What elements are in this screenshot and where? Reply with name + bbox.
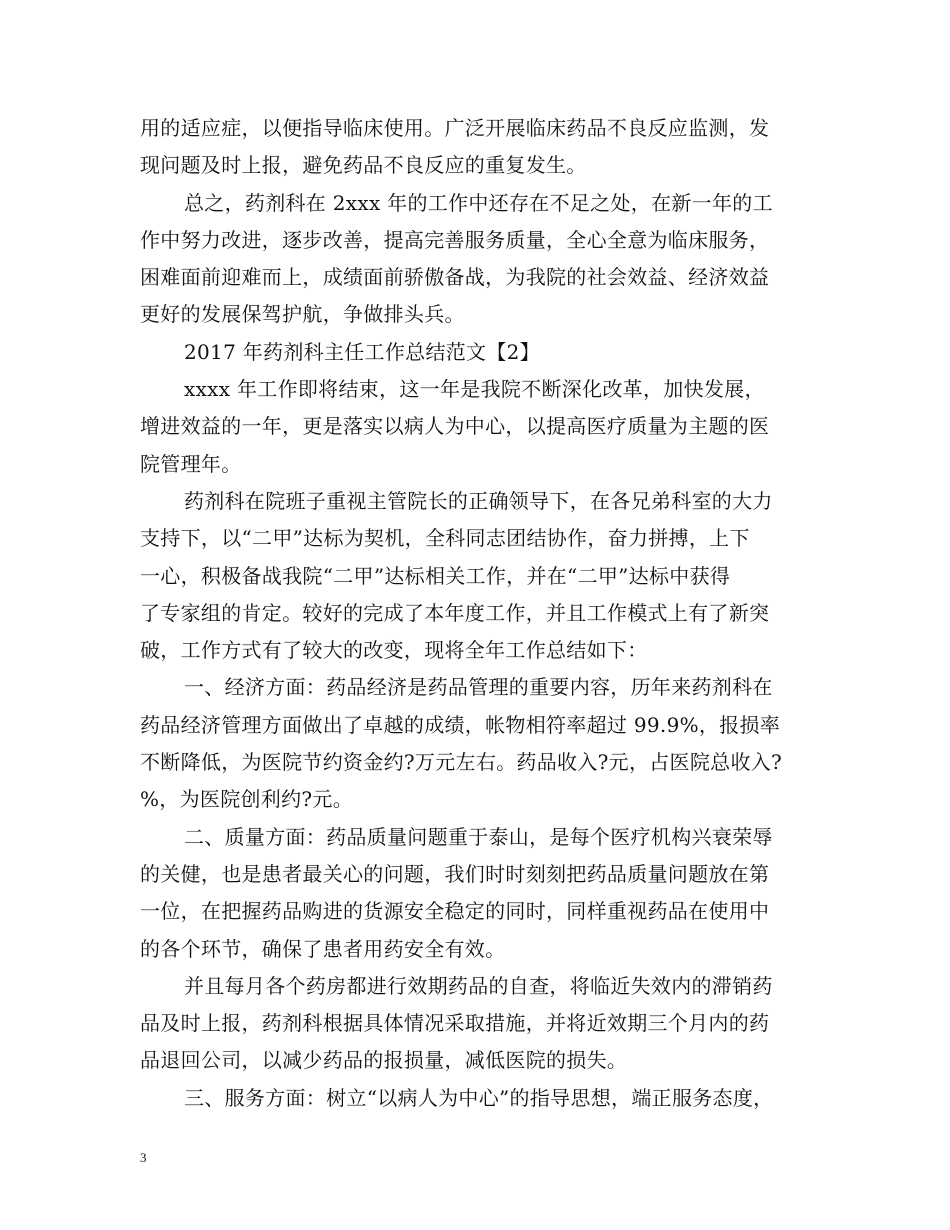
text-line: 现问题及时上报，避免药品不良反应的重复发生。 — [140, 153, 587, 178]
text-line: 的各个环节，确保了患者用药安全有效。 — [140, 936, 506, 961]
text-line: 二、质量方面：药品质量问题重于泰山，是每个医疗机构兴衰荣辱 — [184, 824, 773, 849]
document-body — [140, 110, 830, 1117]
text-line: 总之，药剂科在 2xxx 年的工作中还存在不足之处，在新一年的工 — [184, 190, 773, 215]
text-line: %，为医院创利约?元。 — [140, 787, 354, 812]
text-line: 品及时上报，药剂科根据具体情况采取措施，并将近效期三个月内的药 — [140, 1011, 770, 1036]
text-line: 2017 年药剂科主任工作总结范文【2】 — [184, 339, 540, 364]
text-line: 三、服务方面：树立“以病人为中心”的指导思想，端正服务态度， — [184, 1085, 774, 1110]
text-line: 不断降低，为医院节约资金约?万元左右。药品收入?元，占医院总收入? — [140, 750, 783, 775]
text-line: 药剂科在院班子重视主管院长的正确领导下，在各兄弟科室的大力 — [184, 488, 773, 513]
text-line: 作中努力改进，逐步改善，提高完善服务质量，全心全意为临床服务， — [140, 227, 770, 252]
text-line: 一位，在把握药品购进的货源安全稳定的同时，同样重视药品在使用中 — [140, 899, 770, 924]
text-line: 一、经济方面：药品经济是药品管理的重要内容，历年来药剂科在 — [184, 675, 773, 700]
text-line: 品退回公司，以减少药品的报损量，减低医院的损失。 — [140, 1048, 628, 1073]
text-line: 用的适应症，以便指导临床使用。广泛开展临床药品不良反应监测，发 — [140, 116, 770, 140]
text-line: 的关健，也是患者最关心的问题，我们时时刻刻把药品质量问题放在第 — [140, 861, 770, 886]
text-line: xxxx 年工作即将结束，这一年是我院不断深化改革，加快发展， — [184, 377, 765, 402]
text-line: 破，工作方式有了较大的改变，现将全年工作总结如下： — [140, 638, 648, 663]
text-line: 困难面前迎难而上，成绩面前骄傲备战，为我院的社会效益、经济效益 — [140, 265, 770, 290]
text-line: 一心，积极备战我院“二甲”达标相关工作，并在“二甲”达标中获得 — [140, 563, 731, 588]
text-line: 院管理年。 — [140, 451, 242, 476]
text-line: 增进效益的一年，更是落实以病人为中心，以提高医疗质量为主题的医 — [140, 414, 770, 439]
page-number: 3 — [140, 1150, 147, 1165]
text-line: 药品经济管理方面做出了卓越的成绩，帐物相符率超过 99.9%，报损率 — [140, 712, 781, 737]
text-line: 了专家组的肯定。较好的完成了本年度工作，并且工作模式上有了新突 — [140, 600, 770, 625]
text-line: 更好的发展保驾护航，争做排头兵。 — [140, 302, 465, 327]
text-line: 支持下，以“二甲”达标为契机，全科同志团结协作，奋力拼搏，上下 — [140, 526, 750, 551]
text-line: 并且每月各个药房都进行效期药品的自查，将临近失效内的滞销药 — [184, 973, 773, 998]
